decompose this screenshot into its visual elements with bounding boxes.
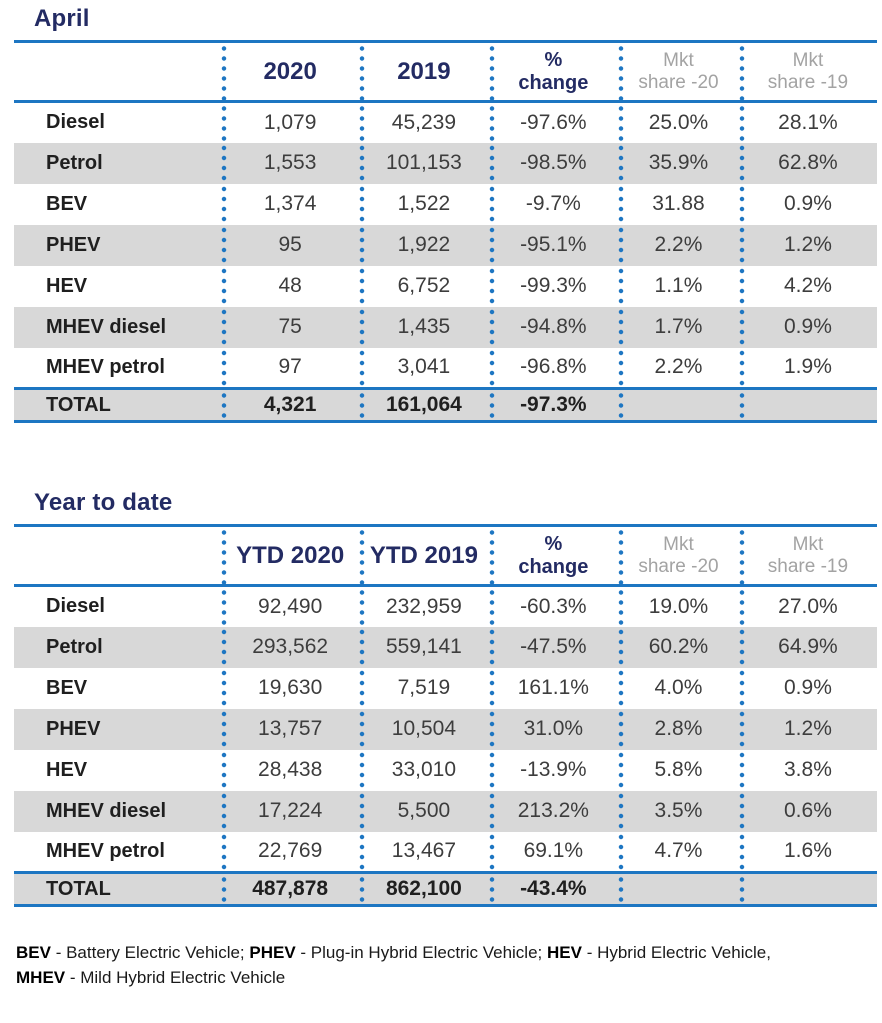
table-row — [14, 668, 877, 709]
cell-value: 1.2% — [739, 225, 877, 266]
cell-value: 45,239 — [359, 102, 488, 143]
column-header: Mkt share -19 — [739, 42, 877, 102]
cell-value: 1,522 — [359, 184, 488, 225]
cell-value: 64.9% — [739, 627, 877, 668]
cell-value: 28.1% — [739, 102, 877, 143]
cell-value: 1.6% — [739, 832, 877, 873]
column-header: 2020 — [221, 42, 359, 102]
column-header: YTD 2019 — [359, 526, 488, 586]
cell-value: -95.1% — [489, 225, 618, 266]
cell-value: 97 — [221, 348, 359, 389]
row-label: HEV — [46, 758, 88, 781]
total-value — [739, 389, 877, 422]
cell-value: -98.5% — [489, 143, 618, 184]
row-label: MHEV petrol — [46, 355, 165, 378]
cell-value: 2.2% — [618, 348, 739, 389]
cell-value: 1.9% — [739, 348, 877, 389]
row-label: MHEV diesel — [14, 307, 221, 348]
cell-value: 2.2% — [618, 225, 739, 266]
row-label: HEV — [46, 274, 88, 297]
cell-value: 232,959 — [359, 586, 488, 627]
column-header: 2019 — [359, 42, 488, 102]
cell-value: -60.3% — [489, 586, 618, 627]
abbreviation-footnote: BEV - Battery Electric Vehicle; PHEV - Plug-in Hybrid Electric Vehicle; HEV - Hybrid Electric Vehicle, MHEV - Mild Hybrid Electric Vehicle — [16, 943, 771, 987]
cell-value: 17,224 — [221, 791, 359, 832]
total-row — [14, 389, 877, 422]
total-value: -43.4% — [489, 873, 618, 906]
cell-value: 5,500 — [359, 791, 488, 832]
cell-value: 2.8% — [618, 709, 739, 750]
row-label: MHEV petrol — [46, 839, 165, 862]
table-row — [14, 627, 877, 668]
cell-value: 62.8% — [739, 143, 877, 184]
table-row — [14, 791, 877, 832]
total-value: -97.3% — [489, 389, 618, 422]
cell-value: 19.0% — [618, 586, 739, 627]
section-title: Year to date — [34, 489, 173, 516]
cell-value: 25.0% — [618, 102, 739, 143]
cell-value: 19,630 — [221, 668, 359, 709]
table-sections — [14, 5, 877, 907]
header-row — [14, 526, 877, 586]
cell-value: 48 — [221, 266, 359, 307]
cell-value: 0.6% — [739, 791, 877, 832]
cell-value: 0.9% — [739, 184, 877, 225]
cell-value: 101,153 — [359, 143, 488, 184]
cell-value: 69.1% — [489, 832, 618, 873]
total-value — [618, 389, 739, 422]
row-label: Diesel — [46, 595, 105, 618]
cell-value: 92,490 — [221, 586, 359, 627]
cell-value: 161.1% — [489, 668, 618, 709]
cell-value: 31.0% — [489, 709, 618, 750]
total-value — [739, 873, 877, 906]
cell-value: 75 — [221, 307, 359, 348]
cell-value: 1,079 — [221, 102, 359, 143]
table-row — [14, 143, 877, 184]
cell-value: 95 — [221, 225, 359, 266]
cell-value: 28,438 — [221, 750, 359, 791]
cell-value: -13.9% — [489, 750, 618, 791]
column-header: YTD 2020 — [221, 526, 359, 586]
table-row — [14, 832, 877, 873]
cell-value: -96.8% — [489, 348, 618, 389]
total-label: TOTAL — [14, 389, 221, 422]
total-value: 4,321 — [221, 389, 359, 422]
cell-value: 10,504 — [359, 709, 488, 750]
row-label: Diesel — [46, 111, 105, 134]
cell-value: 1,435 — [359, 307, 488, 348]
cell-value: 4.2% — [739, 266, 877, 307]
cell-value: -94.8% — [489, 307, 618, 348]
column-header — [14, 42, 221, 102]
cell-value: 4.0% — [618, 668, 739, 709]
cell-value: 27.0% — [739, 586, 877, 627]
cell-value: 22,769 — [221, 832, 359, 873]
cell-value: 35.9% — [618, 143, 739, 184]
row-label: Petrol — [14, 143, 221, 184]
cell-value: 1.7% — [618, 307, 739, 348]
cell-value: 559,141 — [359, 627, 488, 668]
cell-value: 31.88 — [618, 184, 739, 225]
table-row — [14, 348, 877, 389]
cell-value: 60.2% — [618, 627, 739, 668]
cell-value: -9.7% — [489, 184, 618, 225]
table-section — [14, 5, 877, 423]
table-row — [14, 586, 877, 627]
table-row — [14, 709, 877, 750]
header-row — [14, 42, 877, 102]
column-header — [14, 526, 221, 586]
column-header: Mkt share -19 — [739, 526, 877, 586]
cell-value: 0.9% — [739, 668, 877, 709]
table-section — [14, 489, 877, 907]
cell-value: 6,752 — [359, 266, 488, 307]
row-label: BEV — [46, 192, 88, 215]
cell-value: 0.9% — [739, 307, 877, 348]
cell-value: 13,757 — [221, 709, 359, 750]
cell-value: 3,041 — [359, 348, 488, 389]
cell-value: 13,467 — [359, 832, 488, 873]
section-title: April — [34, 5, 90, 32]
cell-value: 213.2% — [489, 791, 618, 832]
cell-value: 3.8% — [739, 750, 877, 791]
table-row — [14, 225, 877, 266]
row-label: Petrol — [14, 627, 221, 668]
table-row — [14, 307, 877, 348]
cell-value: 293,562 — [221, 627, 359, 668]
column-header: % change — [489, 42, 618, 102]
cell-value: 33,010 — [359, 750, 488, 791]
cell-value: -99.3% — [489, 266, 618, 307]
total-row — [14, 873, 877, 906]
cell-value: -97.6% — [489, 102, 618, 143]
cell-value: 5.8% — [618, 750, 739, 791]
cell-value: -47.5% — [489, 627, 618, 668]
cell-value: 1,374 — [221, 184, 359, 225]
table-row — [14, 750, 877, 791]
total-value: 487,878 — [221, 873, 359, 906]
cell-value: 3.5% — [618, 791, 739, 832]
data-table — [14, 524, 877, 907]
cell-value: 7,519 — [359, 668, 488, 709]
cell-value: 1.2% — [739, 709, 877, 750]
column-header: % change — [489, 526, 618, 586]
data-table — [14, 40, 877, 423]
total-value — [618, 873, 739, 906]
row-label: BEV — [46, 676, 88, 699]
cell-value: 4.7% — [618, 832, 739, 873]
row-label: PHEV — [14, 225, 221, 266]
cell-value: 1,922 — [359, 225, 488, 266]
total-value: 862,100 — [359, 873, 488, 906]
column-header: Mkt share -20 — [618, 526, 739, 586]
total-value: 161,064 — [359, 389, 488, 422]
table-row — [14, 102, 877, 143]
cell-value: 1.1% — [618, 266, 739, 307]
column-header: Mkt share -20 — [618, 42, 739, 102]
row-label: PHEV — [14, 709, 221, 750]
table-row — [14, 266, 877, 307]
row-label: MHEV diesel — [14, 791, 221, 832]
table-row — [14, 184, 877, 225]
total-label: TOTAL — [14, 873, 221, 906]
cell-value: 1,553 — [221, 143, 359, 184]
